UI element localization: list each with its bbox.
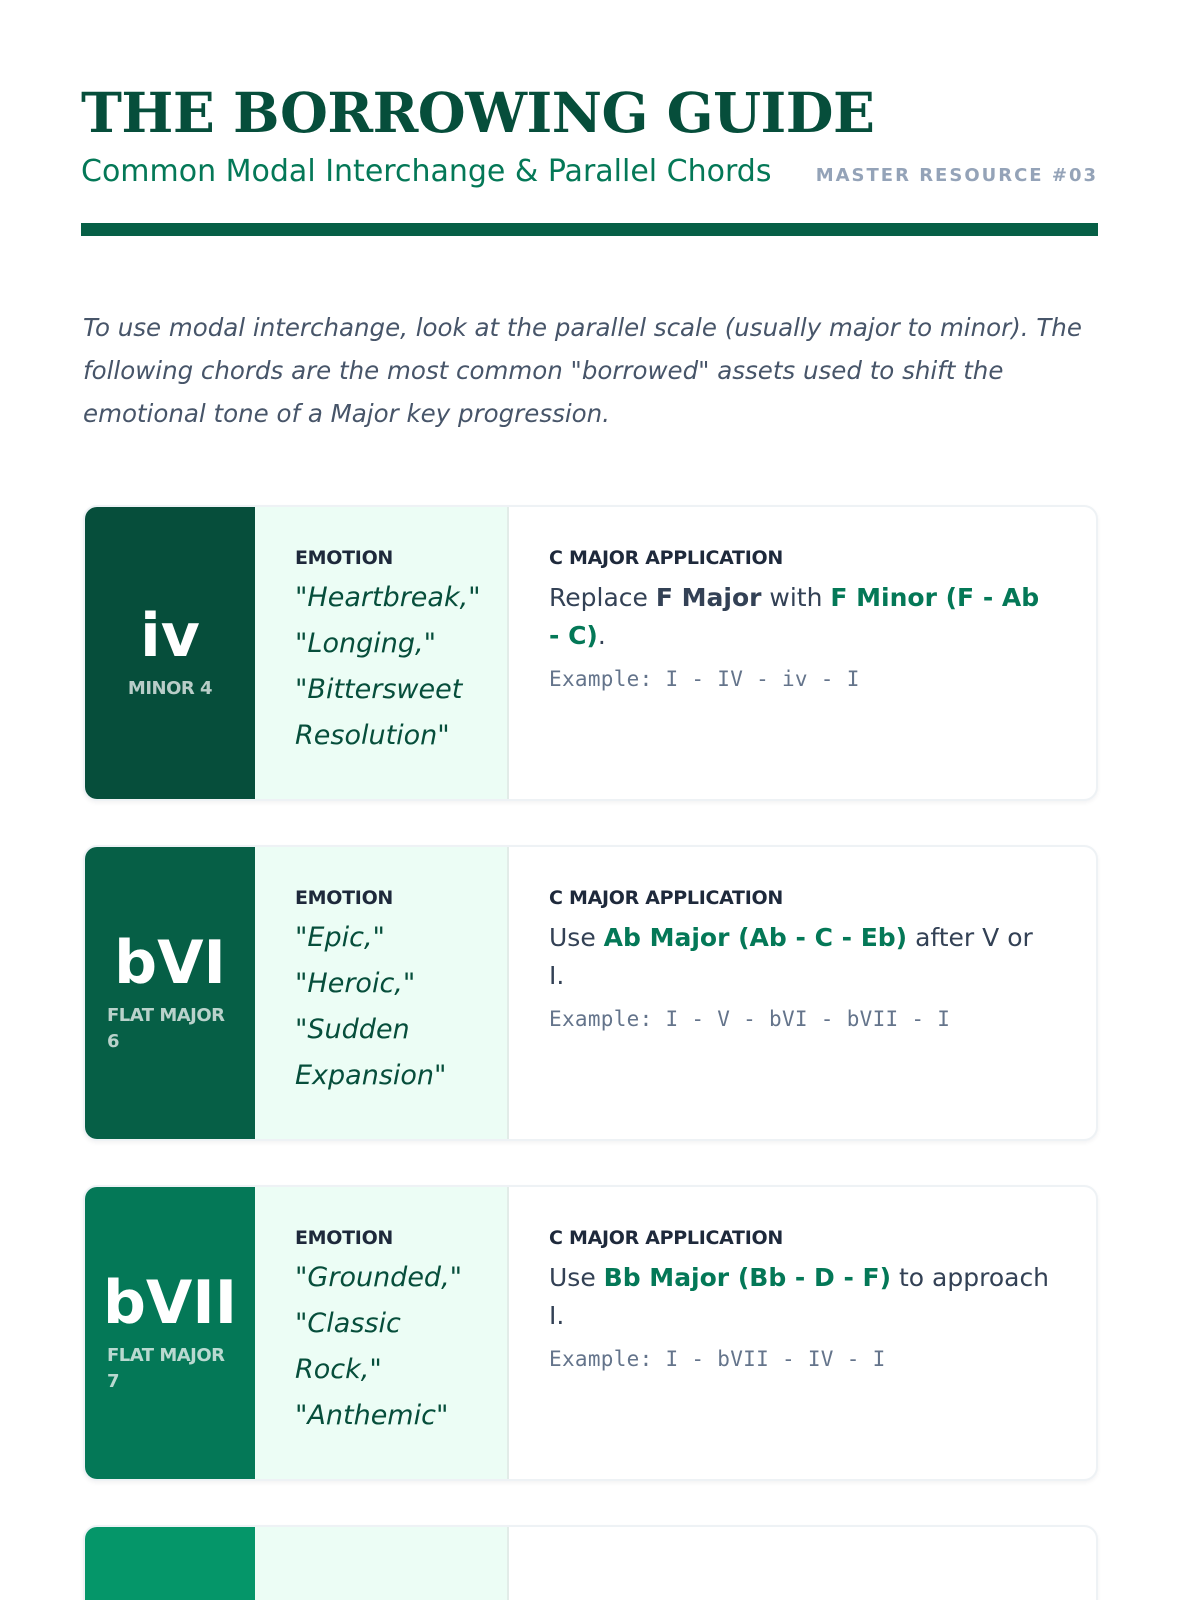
- application-panel: [509, 507, 1096, 799]
- chord-panel: [85, 507, 255, 799]
- chord-panel: [85, 1527, 255, 1600]
- example-progression: Example: I - bVII - IV - I: [549, 1347, 886, 1371]
- chord-panel: [85, 847, 255, 1139]
- application-text-part: Use: [549, 923, 604, 952]
- chord-symbol: bVI: [114, 928, 226, 998]
- emotion-panel: [255, 1527, 509, 1600]
- application-text-part: Use: [549, 1263, 604, 1292]
- chord-panel: [85, 1187, 255, 1479]
- chord-symbol: bVII: [102, 1268, 238, 1338]
- application-borrowed-chord: Ab Major (Ab - C - Eb): [603, 923, 908, 952]
- emotion-panel: [255, 847, 509, 1139]
- emotion-text: "Epic," "Heroic," "Sudden Expansion": [295, 922, 447, 1091]
- application-text-part: after V or I.: [549, 923, 1033, 990]
- chord-name: MINOR 4: [127, 678, 213, 699]
- chord-card-partial: [83, 1525, 1098, 1600]
- example-progression: Example: I - V - bVI - bVII - I: [549, 1007, 951, 1031]
- application-panel: [509, 1187, 1096, 1479]
- application-text-part: with: [761, 583, 831, 612]
- application-text: [549, 919, 1056, 995]
- header-divider: [81, 223, 1098, 236]
- chord-card-bvii: [83, 1185, 1098, 1481]
- example-progression: Example: I - IV - iv - I: [549, 667, 860, 691]
- emotion-text: "Grounded," "Classic Rock," "Anthemic": [295, 1262, 463, 1431]
- application-text-part: to approach I.: [549, 1263, 1050, 1330]
- application-borrowed-chord: F Minor (F - Ab - C): [549, 583, 1040, 650]
- emotion-panel: [255, 507, 509, 799]
- application-label: C MAJOR APPLICATION: [549, 1227, 783, 1249]
- chord-card-iv: [83, 505, 1098, 801]
- application-borrowed-chord: Bb Major (Bb - D - F): [603, 1263, 892, 1292]
- emotion-label: EMOTION: [295, 887, 394, 909]
- chord-card-bvi: [83, 845, 1098, 1141]
- subtitle-row: [81, 154, 1098, 189]
- header: [81, 0, 1098, 236]
- application-text: [549, 579, 1056, 655]
- chord-name: FLAT MAJOR 7: [107, 1345, 225, 1392]
- emotion-panel: [255, 1187, 509, 1479]
- page-subtitle: Common Modal Interchange & Parallel Chords: [81, 154, 772, 189]
- application-panel: [509, 1527, 1096, 1600]
- emotion-label: EMOTION: [295, 1227, 394, 1249]
- application-panel: [509, 847, 1096, 1139]
- application-text: [549, 1259, 1056, 1335]
- chord-symbol: iv: [140, 601, 200, 671]
- application-text-part: Replace: [549, 583, 656, 612]
- chord-card-list: [83, 505, 1098, 1600]
- chord-name: FLAT MAJOR 6: [107, 1005, 225, 1052]
- emotion-label: EMOTION: [295, 547, 394, 569]
- page-title: THE BORROWING GUIDE: [81, 80, 875, 145]
- application-text-part: .: [597, 621, 606, 650]
- resource-tag: MASTER RESOURCE #03: [815, 165, 1098, 186]
- emotion-text: "Heartbreak," "Longing," "Bittersweet Resolution": [295, 582, 481, 751]
- intro-paragraph: To use modal interchange, look at the parallel scale (usually major to minor). The following chords are the most common "borrowed" assets used to shift the emotional tone of a Major key progression.: [83, 313, 1082, 428]
- application-label: C MAJOR APPLICATION: [549, 887, 783, 909]
- application-label: C MAJOR APPLICATION: [549, 547, 783, 569]
- application-original-chord: F Major: [655, 583, 762, 612]
